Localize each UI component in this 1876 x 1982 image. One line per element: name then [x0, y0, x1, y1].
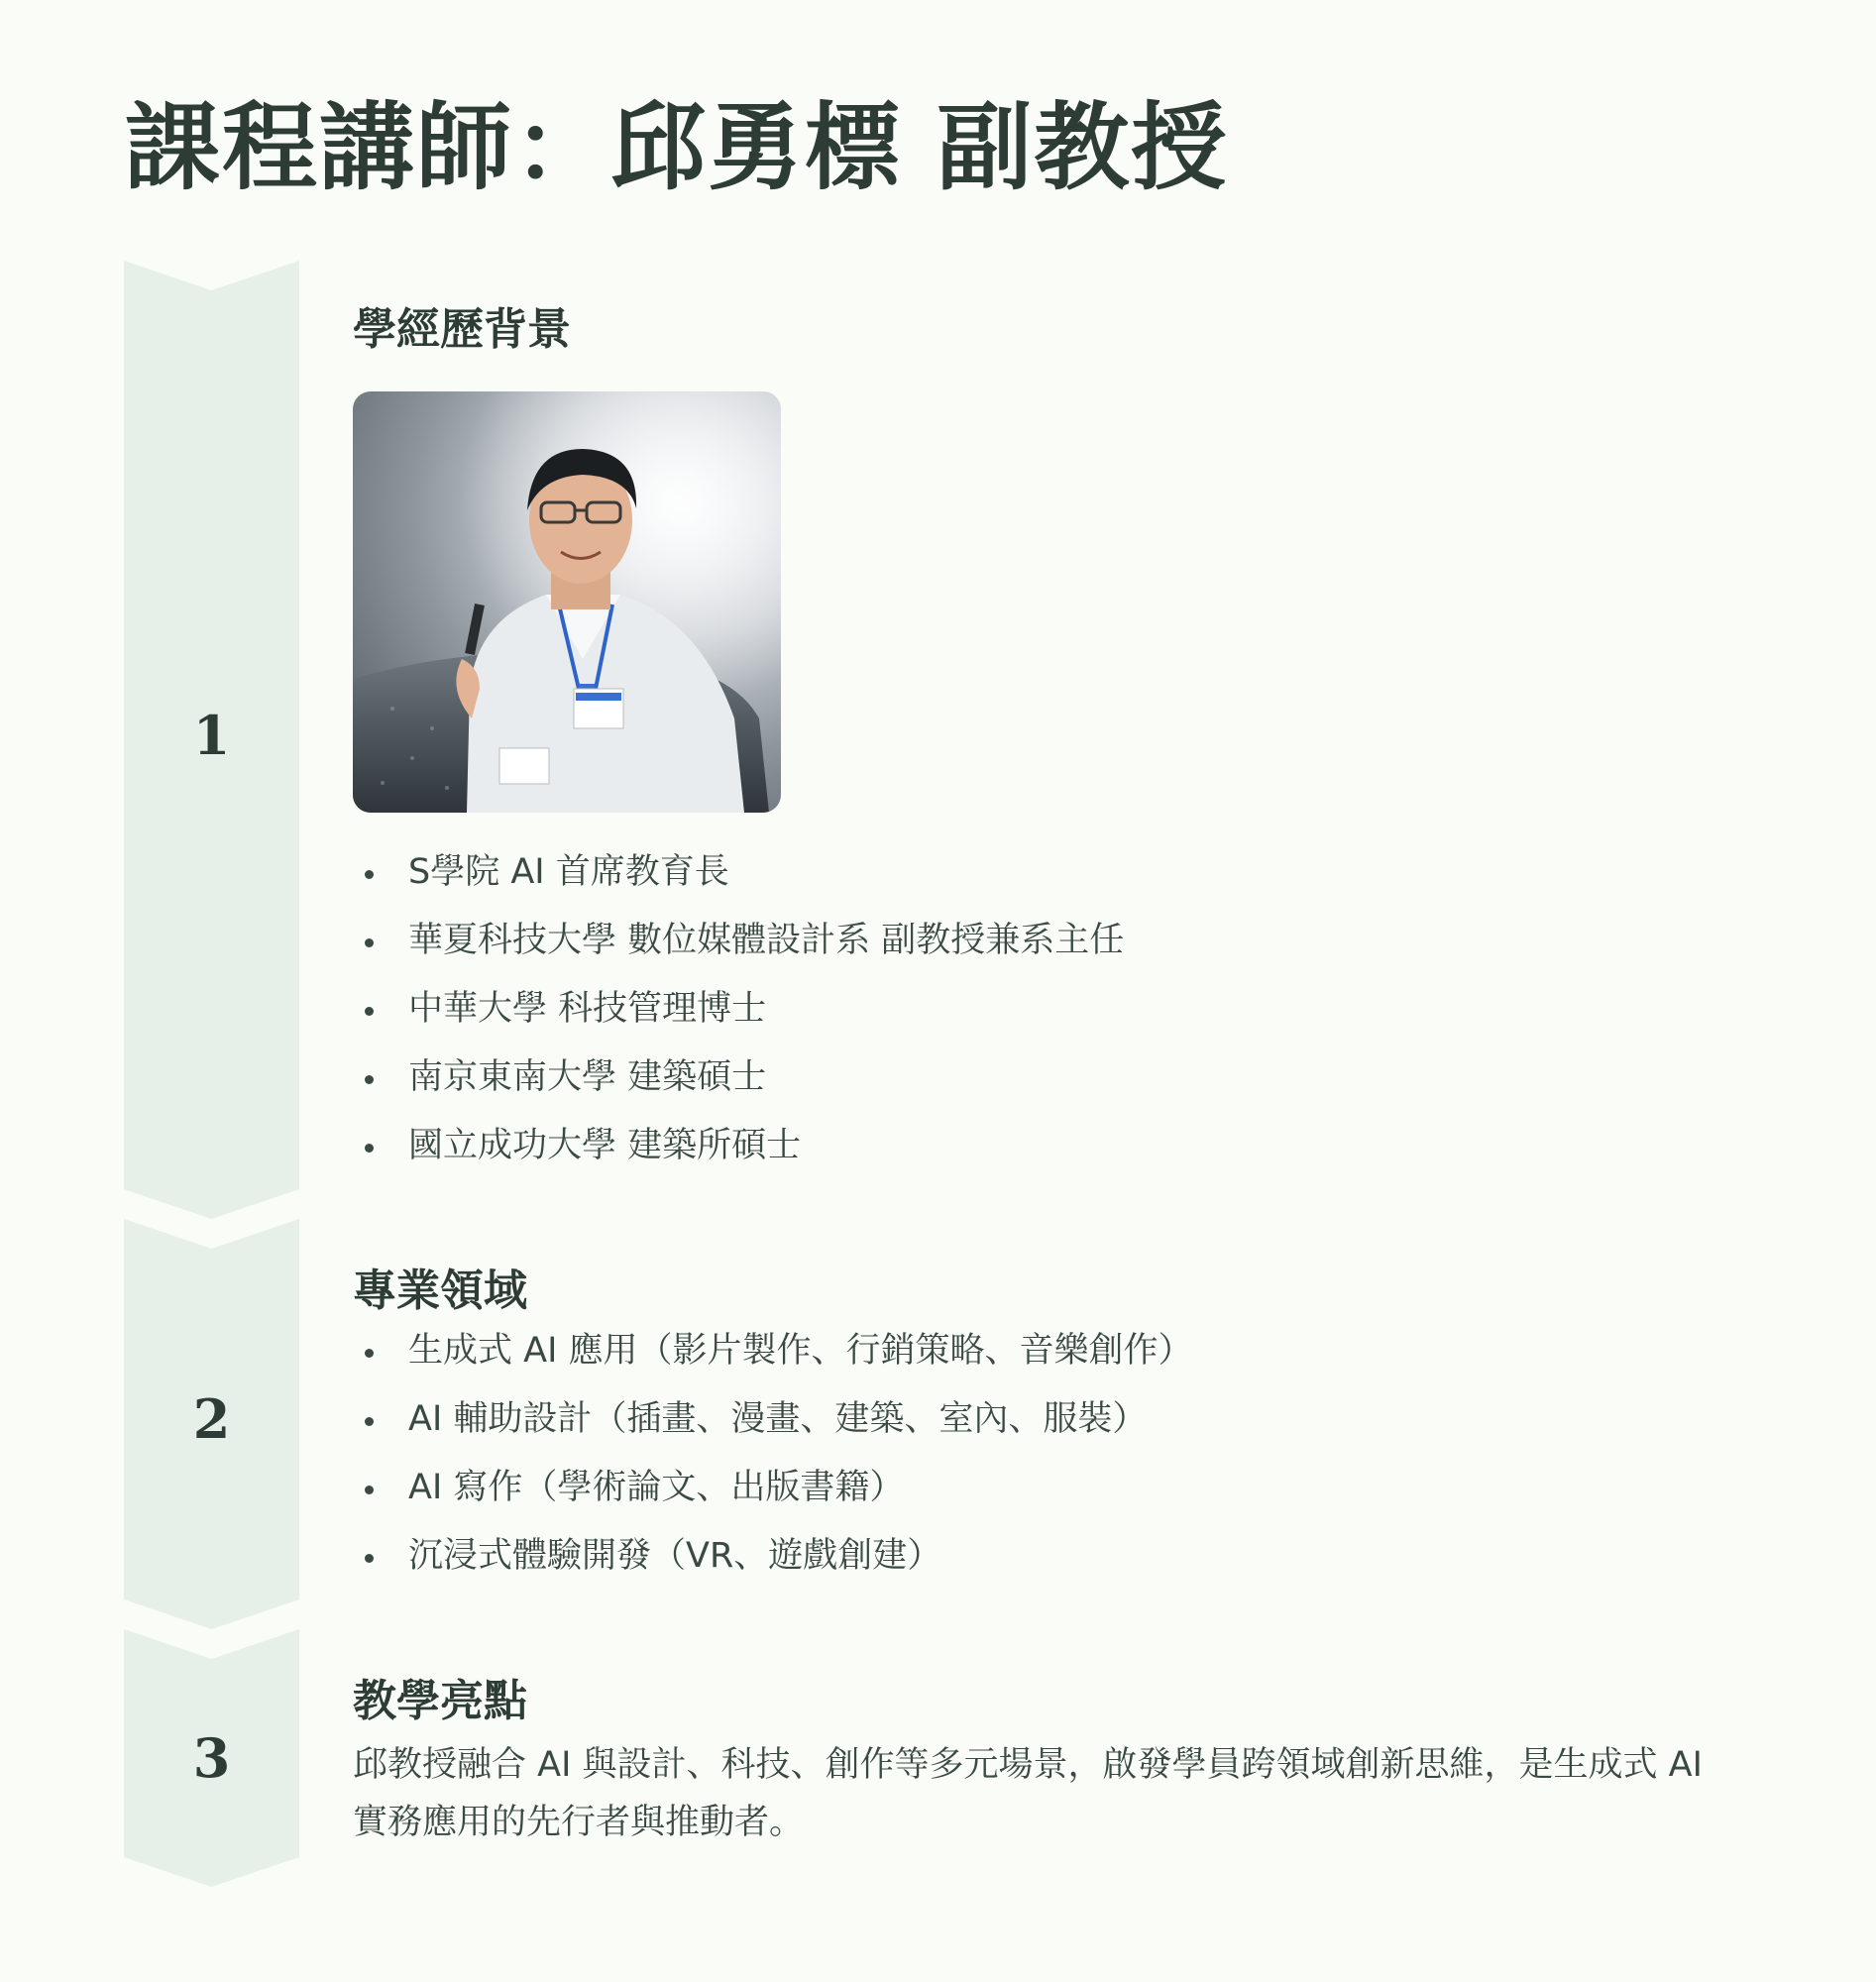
list-item: 國立成功大學 建築所碩士: [353, 1112, 1124, 1180]
list-item: S學院 AI 首席教育長: [353, 838, 1124, 907]
section-heading-expertise: 專業領域: [353, 1266, 527, 1316]
list-item: AI 輔助設計（插畫、漫畫、建築、室內、服裝）: [353, 1385, 1193, 1454]
step-1-number: 1: [192, 704, 231, 767]
instructor-photo: [353, 391, 781, 813]
list-item: 中華大學 科技管理博士: [353, 975, 1124, 1044]
background-list: [353, 838, 1124, 1180]
teaching-highlights-text: 邱教授融合 AI 與設計、科技、創作等多元場景，啟發學員跨領域創新思維，是生成式 AI 實務應用的先行者與推動者。: [353, 1745, 1703, 1842]
step-3-number: 3: [192, 1726, 231, 1790]
list-item: AI 寫作（學術論文、出版書籍）: [353, 1454, 1193, 1522]
expertise-list: [353, 1317, 1193, 1591]
list-item: 沉浸式體驗開發（VR、遊戲創建）: [353, 1522, 1193, 1591]
page-title: 課程講師：邱勇標 副教授: [125, 92, 1229, 203]
list-item: 華夏科技大學 數位媒體設計系 副教授兼系主任: [353, 907, 1124, 975]
list-item: 南京東南大學 建築碩士: [353, 1044, 1124, 1112]
step-2-number: 2: [192, 1387, 231, 1451]
list-item: 生成式 AI 應用（影片製作、行銷策略、音樂創作）: [353, 1317, 1193, 1385]
section-heading-background: 學經歷背景: [353, 304, 571, 355]
section-heading-teaching-highlights: 教學亮點: [353, 1676, 527, 1726]
